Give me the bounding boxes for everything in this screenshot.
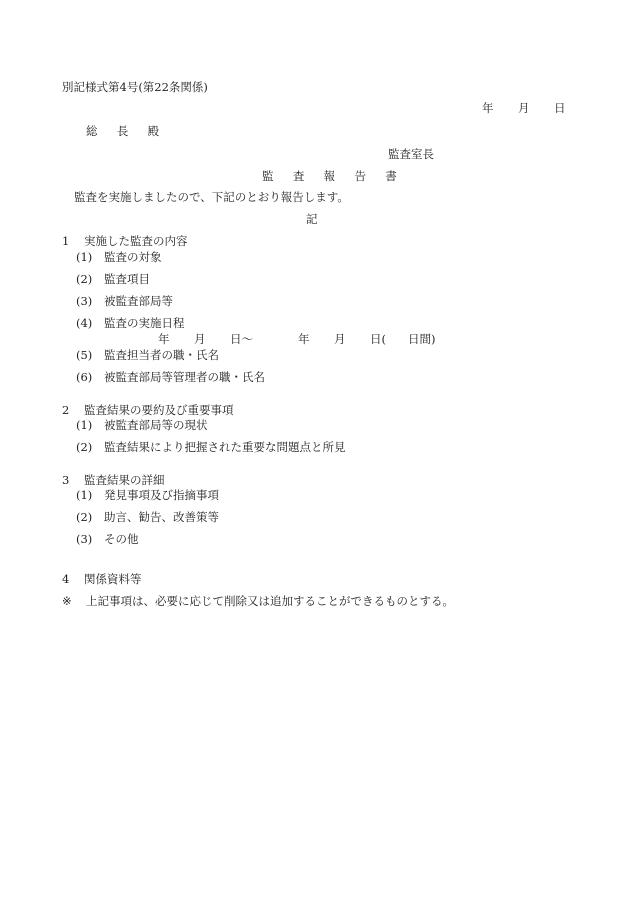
title-char-1: 監 bbox=[262, 169, 274, 183]
item-text: 助言、勧告、改善策等 bbox=[104, 510, 219, 524]
date-month: 月 bbox=[518, 101, 530, 115]
sender: 監査室長 bbox=[388, 147, 434, 161]
section-title: 監査結果の詳細 bbox=[84, 473, 165, 487]
item-number: (2) bbox=[76, 510, 93, 524]
item-number: (1) bbox=[76, 250, 93, 264]
date-day: 日 bbox=[554, 101, 566, 115]
section-1-heading bbox=[62, 234, 188, 248]
schedule-day-1: 日〜 bbox=[230, 332, 253, 346]
schedule-year-2: 年 bbox=[298, 332, 310, 346]
section-number: 3 bbox=[62, 473, 70, 487]
document-title bbox=[262, 169, 397, 183]
section-4-heading bbox=[62, 572, 142, 586]
date-year: 年 bbox=[482, 101, 494, 115]
item-number: (4) bbox=[76, 316, 93, 330]
section-number: 1 bbox=[62, 234, 70, 248]
addressee-char-3: 殿 bbox=[147, 124, 160, 138]
list-item bbox=[76, 510, 219, 524]
addressee bbox=[86, 124, 159, 138]
section-number: 4 bbox=[62, 572, 70, 586]
item-text: 被監査部局等管理者の職・氏名 bbox=[104, 370, 265, 384]
list-item bbox=[76, 418, 208, 432]
item-text: 発見事項及び指摘事項 bbox=[104, 488, 219, 502]
schedule-day-2: 日( bbox=[370, 332, 386, 346]
section-title: 実施した監査の内容 bbox=[84, 234, 188, 248]
title-char-3: 報 bbox=[323, 169, 336, 183]
list-item bbox=[76, 488, 219, 502]
schedule-month-1: 月 bbox=[194, 332, 206, 346]
list-item bbox=[76, 532, 139, 546]
list-item bbox=[76, 250, 162, 264]
section-title: 監査結果の要約及び重要事項 bbox=[84, 403, 234, 417]
note-text: 上記事項は、必要に応じて削除又は追加することができるものとする。 bbox=[86, 594, 454, 608]
schedule-days: 日間) bbox=[408, 332, 436, 346]
note-mark: ※ bbox=[62, 594, 72, 608]
item-number: (6) bbox=[76, 370, 93, 384]
list-item bbox=[76, 272, 150, 286]
section-2-heading bbox=[62, 403, 234, 417]
item-text: 監査の実施日程 bbox=[104, 316, 185, 330]
title-char-2: 査 bbox=[292, 169, 305, 183]
section-3-heading bbox=[62, 473, 165, 487]
item-text: 監査の対象 bbox=[104, 250, 162, 264]
item-text: その他 bbox=[104, 532, 139, 546]
addressee-char-1: 総 bbox=[86, 124, 98, 138]
list-item bbox=[76, 348, 219, 362]
ki-heading: 記 bbox=[306, 212, 318, 226]
item-text: 被監査部局等 bbox=[104, 294, 173, 308]
item-text: 監査結果により把握された重要な問題点と所見 bbox=[104, 440, 346, 454]
item-number: (3) bbox=[76, 532, 93, 546]
item-text: 監査項目 bbox=[104, 272, 150, 286]
form-number: 別記様式第4号(第22条関係) bbox=[62, 80, 208, 94]
item-number: (5) bbox=[76, 348, 93, 362]
note bbox=[62, 594, 454, 608]
schedule-year-1: 年 bbox=[158, 332, 170, 346]
section-title: 関係資料等 bbox=[84, 572, 142, 586]
addressee-char-2: 長 bbox=[116, 124, 129, 138]
list-item bbox=[76, 316, 185, 330]
item-number: (2) bbox=[76, 440, 93, 454]
schedule-month-2: 月 bbox=[334, 332, 346, 346]
item-number: (1) bbox=[76, 418, 93, 432]
title-char-5: 書 bbox=[385, 169, 397, 183]
list-item bbox=[76, 370, 265, 384]
item-number: (2) bbox=[76, 272, 93, 286]
title-char-4: 告 bbox=[354, 169, 366, 183]
section-number: 2 bbox=[62, 403, 70, 417]
list-item bbox=[76, 294, 173, 308]
item-text: 被監査部局等の現状 bbox=[104, 418, 208, 432]
intro-text: 監査を実施しましたので、下記のとおり報告します。 bbox=[74, 190, 349, 204]
item-number: (1) bbox=[76, 488, 93, 502]
list-item bbox=[76, 440, 346, 454]
item-text: 監査担当者の職・氏名 bbox=[104, 348, 219, 362]
item-number: (3) bbox=[76, 294, 93, 308]
